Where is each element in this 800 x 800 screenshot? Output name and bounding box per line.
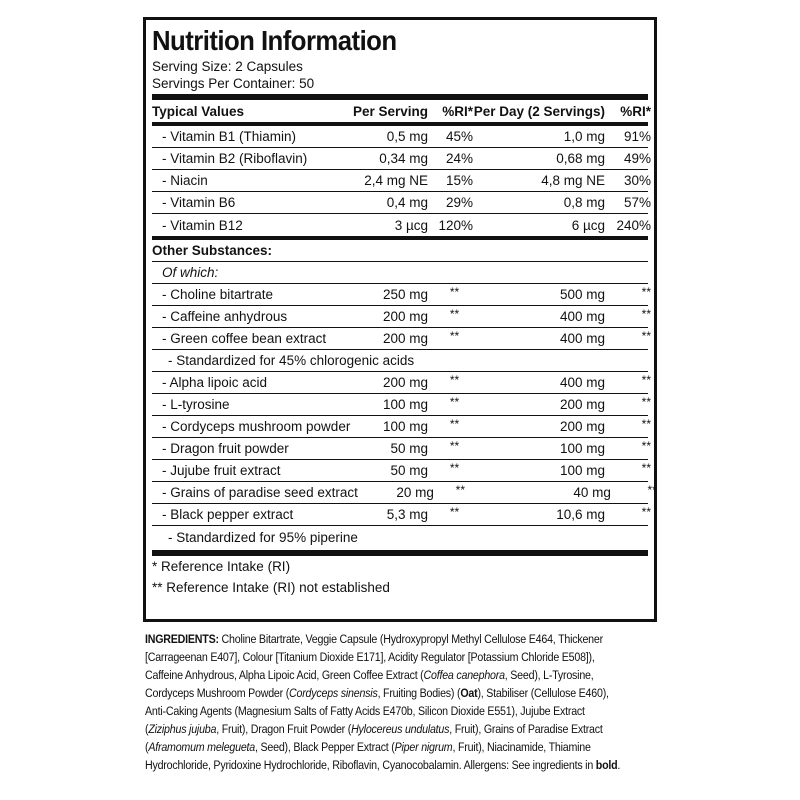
row-ri-serving: 29% [445, 195, 473, 210]
footnote-ri-not-established: ** Reference Intake (RI) not established [152, 580, 390, 595]
ingredients-segment: , Seed), L-Tyrosine, [504, 668, 594, 682]
row-ri-serving: ** [449, 504, 460, 519]
row-per-serving: 50 mg [390, 463, 428, 478]
row-name: - Alpha lipoic acid [162, 375, 268, 390]
ingredients-italic: Cordyceps sinensis [289, 686, 378, 700]
row-ri-day: 49% [623, 151, 651, 166]
row-ri-day: ** [641, 394, 651, 409]
row-ri-day: 91% [623, 129, 651, 144]
header-per-day: Per Day (2 Servings) [473, 103, 605, 119]
header-ri-day: %RI* [620, 103, 651, 119]
table-row [152, 438, 651, 460]
row-ri-day: ** [641, 438, 651, 453]
ingredients-bold: bold [595, 758, 618, 772]
row-name: - Cordyceps mushroom powder [162, 419, 351, 434]
ingredients-italic: Ziziphus jujuba [148, 722, 217, 736]
row-per-day: 1,0 mg [563, 129, 605, 144]
of-which-label: Of which: [162, 265, 219, 280]
servings-per-container: Servings Per Container: 50 [152, 76, 315, 91]
ingredients-italic: Aframomum melegueta [148, 740, 256, 754]
table-row [152, 214, 651, 236]
table-row [152, 416, 651, 438]
row-ri-serving: ** [449, 416, 460, 431]
header-ri-serving: %RI* [442, 103, 473, 119]
ingredients-line [145, 738, 592, 756]
row-ri-serving: ** [449, 284, 460, 299]
other-substances-list [152, 284, 657, 548]
row-per-serving: 20 mg [396, 485, 434, 500]
row-per-day: 200 mg [559, 397, 605, 412]
row-ri-day: 30% [623, 173, 651, 188]
row-name: - Jujube fruit extract [162, 463, 281, 478]
row-ri-serving: ** [449, 460, 460, 475]
serving-size: Serving Size: 2 Capsules [152, 59, 303, 74]
row-ri-serving: ** [449, 394, 460, 409]
sub-note-row [152, 350, 648, 372]
row-per-day: 40 mg [573, 485, 611, 500]
table-row [152, 306, 651, 328]
table-row [152, 460, 651, 482]
table-row [152, 192, 651, 214]
ingredients-segment: , Fruit), Dragon Fruit Powder ( [216, 722, 352, 736]
ingredients-italic: Hylocereus undulatus [351, 722, 450, 736]
row-ri-serving: 120% [438, 217, 473, 233]
row-per-serving: 2,4 mg NE [364, 173, 428, 188]
table-row [152, 504, 651, 526]
ingredients-line [145, 702, 592, 720]
row-ri-serving: 45% [445, 129, 473, 144]
row-name: - Vitamin B2 (Riboflavin) [162, 151, 308, 166]
row-ri-day: ** [641, 306, 651, 321]
vitamin-list [152, 126, 651, 236]
ingredients-line [145, 684, 609, 702]
row-per-serving: 3 µcg [394, 217, 428, 233]
row-per-serving: 100 mg [382, 419, 428, 434]
ingredients-segment: Anti-Caking Agents (Magnesium Salts of Fatty Acids E470b, Silicon Dioxide E551), Jujube Extract [145, 704, 585, 718]
row-ri-serving: 15% [445, 173, 473, 188]
ingredients-text [145, 630, 665, 774]
footnote-ri: * Reference Intake (RI) [152, 559, 291, 574]
row-per-serving: 0,34 mg [379, 151, 428, 166]
row-per-day: 6 µcg [571, 217, 605, 233]
table-row [152, 482, 657, 504]
row-name: - Vitamin B12 [162, 217, 243, 233]
row-ri-serving: ** [449, 372, 460, 387]
row-name: - Choline bitartrate [162, 287, 274, 302]
table-row [152, 284, 651, 306]
row-name: - Grains of paradise seed extract [162, 485, 358, 500]
row-ri-serving: 24% [445, 151, 473, 166]
ingredients-segment: ), Stabiliser (Cellulose E460), [477, 686, 609, 700]
row-per-day: 100 mg [559, 441, 605, 456]
row-per-serving: 100 mg [382, 397, 428, 412]
row-ri-serving: ** [449, 328, 460, 343]
ingredients-line [145, 630, 603, 648]
panel-title: Nutrition Information [152, 25, 397, 56]
table-row [152, 126, 651, 148]
row-per-day: 400 mg [559, 331, 605, 346]
ingredients-bold: INGREDIENTS: [145, 632, 219, 646]
ingredients-segment: , Fruiting Bodies) ( [377, 686, 461, 700]
row-ri-day: ** [641, 416, 651, 431]
table-row [152, 372, 651, 394]
row-name: - Green coffee bean extract [162, 331, 327, 346]
row-per-serving: 0,5 mg [386, 129, 428, 144]
ingredients-segment: ( [145, 740, 149, 754]
row-per-serving: 200 mg [382, 375, 428, 390]
row-per-serving: 50 mg [390, 441, 428, 456]
other-substances-heading: Other Substances: [152, 240, 648, 262]
row-ri-day: ** [647, 482, 657, 497]
ingredients-segment: Hydrochloride, Pyridoxine Hydrochloride, Riboflavin, Cyanocobalamin. Allergens: See ingredients in [145, 758, 596, 772]
ingredients-segment: , Seed), Black Pepper Extract ( [255, 740, 395, 754]
ingredients-line [145, 648, 595, 666]
ingredients-segment: . [617, 758, 621, 772]
table-row [152, 148, 651, 170]
row-ri-day: ** [641, 284, 651, 299]
sub-note-row [152, 526, 648, 548]
table-row [152, 328, 651, 350]
row-name: - Caffeine anhydrous [162, 309, 288, 324]
row-name: - Standardized for 95% piperine [168, 529, 358, 545]
row-ri-serving: ** [449, 306, 460, 321]
row-per-day: 0,68 mg [556, 151, 605, 166]
row-ri-day: ** [641, 328, 651, 343]
ingredients-italic: Coffea canephora [423, 668, 505, 682]
row-per-day: 400 mg [559, 309, 605, 324]
nutrition-panel [143, 17, 657, 622]
table-row [152, 394, 651, 416]
ingredients-italic: Piper nigrum [394, 740, 453, 754]
ingredients-segment: ( [145, 722, 149, 736]
ingredients-segment: , Fruit), Grains of Paradise Extract [449, 722, 603, 736]
of-which-row [152, 262, 648, 284]
row-ri-day: ** [641, 504, 651, 519]
row-per-day: 500 mg [559, 287, 605, 302]
row-ri-day: 57% [623, 195, 651, 210]
row-per-serving: 5,3 mg [386, 507, 428, 522]
row-ri-day: ** [641, 460, 651, 475]
row-ri-day: 240% [616, 217, 651, 233]
ingredients-segment: Cordyceps Mushroom Powder ( [145, 686, 290, 700]
row-name: - Vitamin B1 (Thiamin) [162, 129, 297, 144]
ingredients-line [145, 720, 603, 738]
row-name: - Vitamin B6 [162, 195, 236, 210]
row-per-day: 4,8 mg NE [541, 173, 605, 188]
row-per-serving: 200 mg [382, 309, 428, 324]
ingredients-bold: Oat [460, 686, 478, 700]
ingredients-line [145, 666, 592, 684]
row-name: - Black pepper extract [162, 507, 294, 522]
header-typical-values: Typical Values [152, 103, 245, 119]
row-name: - Dragon fruit powder [162, 441, 289, 456]
row-per-day: 0,8 mg [563, 195, 605, 210]
ingredients-segment: Caffeine Anhydrous, Alpha Lipoic Acid, Green Coffee Extract ( [145, 668, 424, 682]
row-per-serving: 200 mg [382, 331, 428, 346]
row-name: - Standardized for 45% chlorogenic acids [168, 353, 415, 368]
ingredients-segment: [Carrageenan E407], Colour [Titanium Dioxide E171], Acidity Regulator [Potassium Chloride E508]), [145, 650, 595, 664]
row-per-day: 200 mg [559, 419, 605, 434]
ingredients-line [145, 756, 621, 774]
row-ri-day: ** [641, 372, 651, 387]
row-per-day: 10,6 mg [556, 507, 605, 522]
ingredients-segment: Choline Bitartrate, Veggie Capsule (Hydroxypropyl Methyl Cellulose E464, Thickener [218, 632, 603, 646]
header-per-serving: Per Serving [352, 103, 428, 119]
table-row [152, 170, 651, 192]
row-ri-serving: ** [455, 482, 466, 497]
ingredients-block [145, 630, 665, 774]
ingredients-segment: , Fruit), Niacinamide, Thiamine [452, 740, 591, 754]
row-per-day: 100 mg [559, 463, 605, 478]
row-ri-serving: ** [449, 438, 460, 453]
row-name: - L-tyrosine [162, 397, 230, 412]
row-per-serving: 0,4 mg [386, 195, 428, 210]
row-per-serving: 250 mg [382, 287, 428, 302]
row-per-day: 400 mg [559, 375, 605, 390]
row-name: - Niacin [162, 173, 208, 188]
table-header [152, 100, 651, 122]
